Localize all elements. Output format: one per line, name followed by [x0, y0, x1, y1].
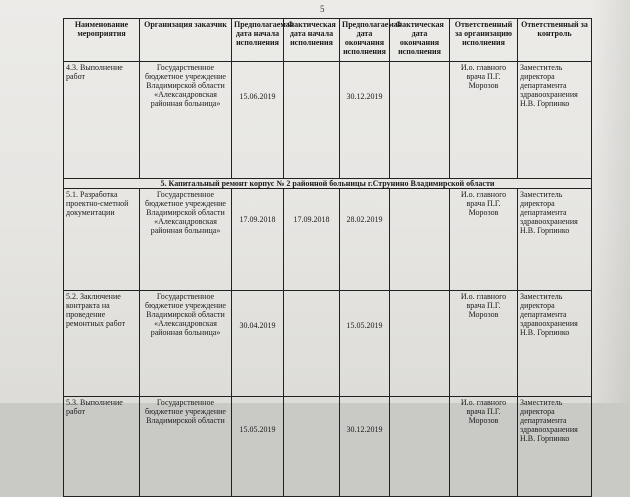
cell-resp-ctrl: Заместитель директора департамента здравоохранения Н.В. Горпинко [518, 189, 592, 291]
table-row [64, 62, 592, 179]
cell-resp-org: И.о. главного врача П.Г. Морозов [450, 291, 518, 397]
table-header-row [64, 19, 592, 62]
header-plan-start: Предполагаемая дата начала исполнения [232, 19, 284, 62]
cell-org: Государственное бюджетное учреждение Владимирской области «Александровская районная больница» [140, 291, 232, 397]
cell-event: 5.1. Разработка проектно-сметной документации [64, 189, 140, 291]
cell-org: Государственное бюджетное учреждение Владимирской области [140, 397, 232, 497]
cell-fact-end [390, 189, 450, 291]
header-resp-org: Ответственный за организацию исполнения [450, 19, 518, 62]
header-plan-end: Предполагаемая дата окончания исполнения [340, 19, 390, 62]
header-fact-start: Фактическая дата начала исполнения [284, 19, 340, 62]
cell-fact-end [390, 62, 450, 179]
cell-fact-start [284, 397, 340, 497]
cell-resp-ctrl: Заместитель директора департамента здравоохранения Н.В. Горпинко [518, 397, 592, 497]
plan-table [63, 18, 592, 497]
section-title: 5. Капитальный ремонт корпус № 2 районной больницы г.Струнино Владимирской области [64, 179, 592, 189]
table-row [64, 397, 592, 497]
table-row [64, 291, 592, 397]
header-resp-ctrl: Ответственный за контроль [518, 19, 592, 62]
header-org: Организация заказчик [140, 19, 232, 62]
cell-resp-ctrl: Заместитель директора департамента здравоохранения Н.В. Горпинко [518, 62, 592, 179]
cell-org: Государственное бюджетное учреждение Владимирской области «Александровская районная больница» [140, 62, 232, 179]
cell-fact-start [284, 291, 340, 397]
cell-plan-start: 15.05.2019 [232, 397, 284, 497]
section-row [64, 179, 592, 189]
cell-event: 5.2. Заключение контракта на проведение ремонтных работ [64, 291, 140, 397]
table-row [64, 189, 592, 291]
cell-fact-end [390, 397, 450, 497]
header-event: Наименование мероприятия [64, 19, 140, 62]
cell-plan-start: 15.06.2019 [232, 62, 284, 179]
cell-resp-ctrl: Заместитель директора департамента здравоохранения Н.В. Горпинко [518, 291, 592, 397]
page-edge-shadow [592, 0, 630, 403]
cell-fact-start [284, 62, 340, 179]
cell-plan-end: 30.12.2019 [340, 62, 390, 179]
cell-org: Государственное бюджетное учреждение Владимирской области «Александровская районная больница» [140, 189, 232, 291]
cell-resp-org: И.о. главного врача П.Г. Морозов [450, 397, 518, 497]
cell-plan-end: 30.12.2019 [340, 397, 390, 497]
cell-event: 4.3. Выполнение работ [64, 62, 140, 179]
cell-resp-org: И.о. главного врача П.Г. Морозов [450, 62, 518, 179]
page-number: 5 [320, 4, 325, 14]
cell-plan-start: 30.04.2019 [232, 291, 284, 397]
cell-plan-start: 17.09.2018 [232, 189, 284, 291]
cell-fact-end [390, 291, 450, 397]
cell-plan-end: 15.05.2019 [340, 291, 390, 397]
cell-event: 5.3. Выполнение работ [64, 397, 140, 497]
cell-plan-end: 28.02.2019 [340, 189, 390, 291]
cell-resp-org: И.о. главного врача П.Г. Морозов [450, 189, 518, 291]
cell-fact-start: 17.09.2018 [284, 189, 340, 291]
header-fact-end: Фактическая дата окончания исполнения [390, 19, 450, 62]
